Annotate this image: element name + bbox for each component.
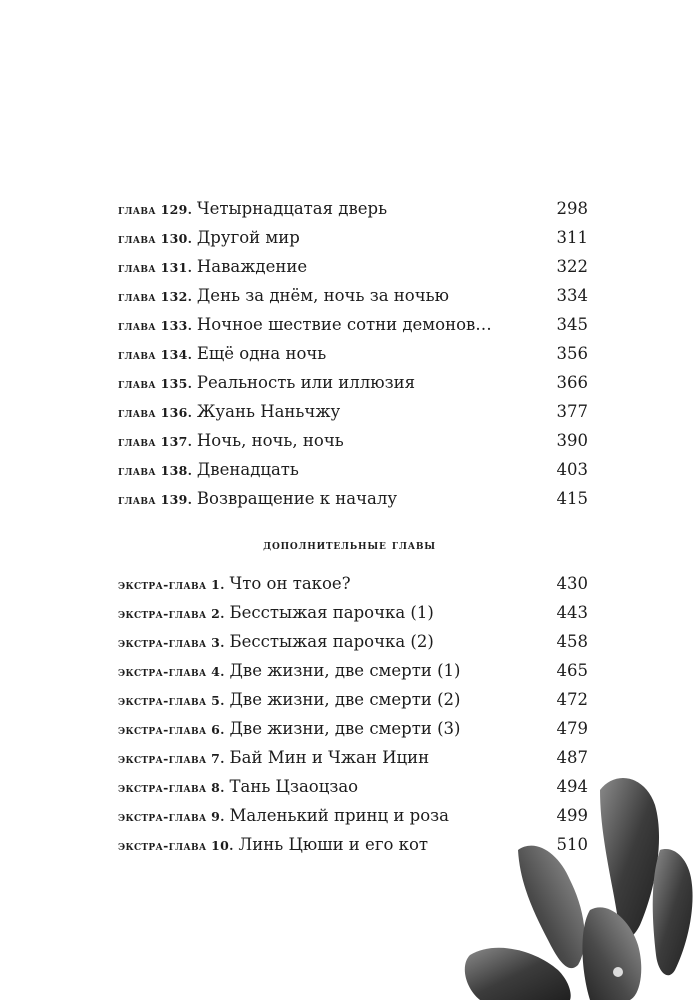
- chapter-page-number: 322: [556, 257, 588, 276]
- chapter-page-number: 479: [556, 719, 588, 738]
- extras-section-heading: дополнительные главы: [263, 538, 436, 553]
- toc-entry-extra-1[interactable]: [118, 571, 588, 597]
- chapter-title: Жуань Наньчжу: [196, 402, 341, 421]
- chapter-page-number: 487: [556, 748, 588, 767]
- chapter-page-number: 494: [556, 777, 588, 796]
- chapter-page-number: 377: [556, 402, 588, 421]
- toc-entry-chapter-133[interactable]: [118, 312, 588, 338]
- chapter-title: Бесстыжая парочка (2): [229, 632, 434, 651]
- chapter-title: День за днём, ночь за ночью: [196, 286, 449, 305]
- brush-leaf: [653, 849, 693, 975]
- chapter-label: глава 134.: [118, 347, 197, 362]
- chapter-page-number: 334: [556, 286, 588, 305]
- toc-entry-extra-4[interactable]: [118, 658, 588, 684]
- chapter-page-number: 356: [556, 344, 588, 363]
- chapter-title: Бесстыжая парочка (1): [229, 603, 434, 622]
- toc-entry-extra-5[interactable]: [118, 687, 588, 713]
- toc-entry-chapter-129[interactable]: [118, 196, 588, 222]
- chapter-page-number: 510: [556, 835, 588, 854]
- chapter-page-number: 415: [556, 489, 588, 508]
- chapter-label: глава 130.: [118, 231, 197, 246]
- chapter-title: Двенадцать: [196, 460, 299, 479]
- chapter-page-number: 465: [556, 661, 588, 680]
- chapter-label: экстра-глава 4.: [118, 664, 230, 679]
- chapter-title: Реальность или иллюзия: [196, 373, 416, 392]
- chapter-label: глава 131.: [118, 260, 197, 275]
- chapter-page-number: 430: [556, 574, 588, 593]
- toc-entry-chapter-134[interactable]: [118, 341, 588, 367]
- chapter-page-number: 366: [556, 373, 588, 392]
- chapter-label: экстра-глава 5.: [118, 693, 230, 708]
- chapter-page-number: 499: [556, 806, 588, 825]
- toc-entry-extra-6[interactable]: [118, 716, 588, 742]
- toc-entry-extra-3[interactable]: [118, 629, 588, 655]
- chapter-label: глава 129.: [118, 202, 197, 217]
- chapter-label: экстра-глава 8.: [118, 780, 230, 795]
- toc-entry-chapter-135[interactable]: [118, 370, 588, 396]
- chapter-label: экстра-глава 7.: [118, 751, 230, 766]
- chapter-page-number: 458: [556, 632, 588, 651]
- chapter-title: Четырнадцатая дверь: [196, 199, 388, 218]
- chapter-title: Ночь, ночь, ночь: [196, 431, 344, 450]
- chapter-title: Ночное шествие сотни демонов…: [196, 315, 492, 334]
- chapter-label: экстра-глава 1.: [118, 577, 230, 592]
- chapter-title: Возвращение к началу: [196, 489, 398, 508]
- chapter-label: экстра-глава 6.: [118, 722, 230, 737]
- chapter-page-number: 472: [556, 690, 588, 709]
- chapter-page-number: 443: [556, 603, 588, 622]
- chapter-label: экстра-глава 3.: [118, 635, 230, 650]
- toc-entry-chapter-130[interactable]: [118, 225, 588, 251]
- toc-entry-chapter-137[interactable]: [118, 428, 588, 454]
- chapter-page-number: 298: [556, 199, 588, 218]
- toc-entry-chapter-131[interactable]: [118, 254, 588, 280]
- brush-leaf: [465, 948, 571, 1000]
- brush-highlight: [613, 967, 623, 977]
- chapter-label: глава 132.: [118, 289, 197, 304]
- toc-entry-chapter-136[interactable]: [118, 399, 588, 425]
- chapter-label: экстра-глава 9.: [118, 809, 230, 824]
- chapter-label: глава 135.: [118, 376, 197, 391]
- chapter-title: Тань Цзаоцзао: [229, 777, 359, 796]
- chapter-title: Бай Мин и Чжан Ицин: [229, 748, 430, 767]
- chapter-label: глава 133.: [118, 318, 197, 333]
- toc-entry-chapter-132[interactable]: [118, 283, 588, 309]
- ink-leaves-illustration: [440, 760, 699, 1000]
- chapter-page-number: 345: [556, 315, 588, 334]
- toc-entry-extra-2[interactable]: [118, 600, 588, 626]
- chapter-page-number: 390: [556, 431, 588, 450]
- toc-entry-chapter-138[interactable]: [118, 457, 588, 483]
- chapter-title: Другой мир: [196, 228, 300, 247]
- chapter-title: Что он такое?: [229, 574, 351, 593]
- chapter-label: экстра-глава 2.: [118, 606, 230, 621]
- chapter-title: Две жизни, две смерти (3): [229, 719, 461, 738]
- chapter-title: Ещё одна ночь: [196, 344, 327, 363]
- chapter-label: экстра-глава 10.: [118, 838, 239, 853]
- chapter-page-number: 403: [556, 460, 588, 479]
- chapter-page-number: 311: [556, 228, 588, 247]
- chapter-label: глава 139.: [118, 492, 197, 507]
- chapter-title: Маленький принц и роза: [229, 806, 449, 825]
- chapter-title: Линь Цюши и его кот: [238, 835, 429, 854]
- brush-leaf: [518, 846, 585, 968]
- chapter-label: глава 137.: [118, 434, 197, 449]
- toc-entry-chapter-139[interactable]: [118, 486, 588, 512]
- chapter-title: Две жизни, две смерти (1): [229, 661, 461, 680]
- chapter-label: глава 136.: [118, 405, 197, 420]
- chapter-title: Наваждение: [196, 257, 308, 276]
- chapter-label: глава 138.: [118, 463, 197, 478]
- chapter-title: Две жизни, две смерти (2): [229, 690, 461, 709]
